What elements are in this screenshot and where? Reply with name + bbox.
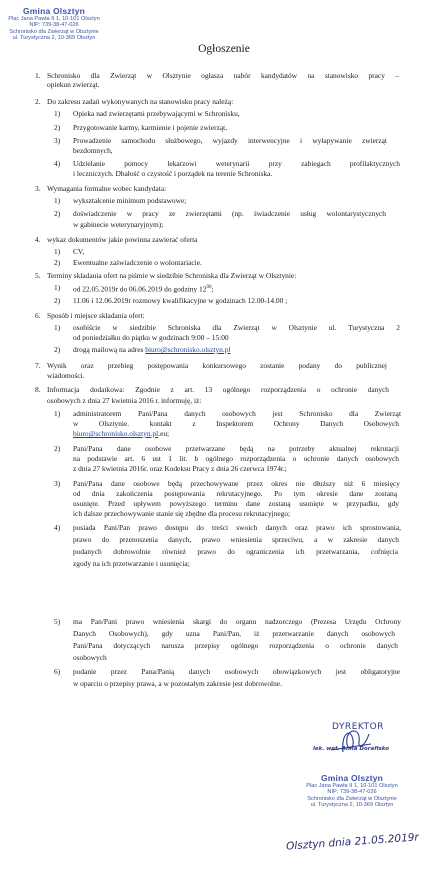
email-link[interactable]: biuro@schronisko.olsztyn.pl: [145, 345, 231, 354]
subitem-number: 1): [54, 196, 61, 205]
subitem-text: bezdomnych,: [73, 146, 113, 155]
item-text: Wynik oraz przebieg postępowania konkursowego zostanie podany do publicznej: [47, 361, 387, 370]
subitem-text: od poniedziałku do piątku w godzinach 9:00 – 15:00: [73, 333, 229, 342]
subitem-number: 4): [54, 523, 61, 532]
subitem-text: osobiście w siedzibie Schroniska dla Zwierząt w Olsztynie ul. Turystyczna 2: [73, 323, 400, 332]
subitem-text: Ewentualne zaświadczenie o wolontariacie.: [73, 258, 202, 267]
stamp-line: NIP: 739-38-47-026: [29, 22, 79, 29]
item-text: Wymagania formalne wobec kandydata:: [47, 184, 167, 193]
subitem-text: Danych Osobowych), gdy uzna Pani/Pan, iż przetwarzanie danych osobowych: [73, 629, 395, 638]
item-text: Informacja dodatkowa: Zgodnie z art. 13 ogólnego rozporządzenia o ochronie danych: [47, 385, 389, 394]
subitem-text: od dnia zakończenia postępowania rekrutacyjnego. Po tym okresie dane zostaną: [73, 489, 397, 498]
subitem-text: [73, 430, 169, 439]
subitem-text: w Olsztynie. kontakt z Inspektorem Ochrony Danych Osobowych: [73, 419, 399, 428]
item-number: 5.: [35, 271, 41, 280]
item-text: Schronisko dla Zwierząt w Olsztynie ogłasza nabór kandydatów na stanowisko pracy –: [47, 71, 399, 80]
stamp-top: [2, 7, 106, 41]
subitem-text: [73, 346, 230, 355]
item-text: wykaz dokumentów jakie powinna zawierać oferta: [47, 235, 198, 244]
subitem-text: [73, 284, 214, 294]
stamp-bottom: [298, 774, 406, 808]
subitem-number: 2): [54, 123, 61, 132]
subitem-text: Opieka nad zwierzętami przebywającymi w Schronisku,: [73, 109, 240, 118]
subitem-text: w gabinecie weterynaryjnym);: [73, 220, 164, 229]
item-text: Do zakresu zadań wykonywanych na stanowisku pracy należą:: [47, 97, 234, 106]
subitem-text: ma Pan/Pani prawo wniesienia skargi do organu nadzorczego (Prezesa Urzędu Ochrony: [73, 617, 401, 626]
subitem-text: Udzielanie pomocy lekarzowi weterynarii przy zabiegach profilaktycznych: [73, 159, 400, 168]
item-number: 8.: [35, 385, 41, 394]
subitem-text: Pani/Pana dane osobowe będą przechowywane przez okres nie dłuższy niż 6 miesięcy: [73, 479, 400, 488]
subitem-text: Przygotowanie karmy, karmienie i pojenie zwierząt,: [73, 123, 228, 132]
subitem-text: podanie przez Pana/Panią danych osobowych obowiązkowych jest obligatoryjne: [73, 667, 400, 676]
subitem-text: w oparciu o przepisy prawa, a w pozostałym zakresie jest dobrowolne.: [73, 679, 282, 688]
stamp-name: Gmina Olsztyn: [22, 6, 86, 16]
subitem-text: podanych dobrowolnie również prawo do ograniczenia ich przetwarzania, cofnięcia: [73, 547, 398, 556]
stamp-line: Plac Jana Pawła II 1, 10-101 Olsztyn: [8, 16, 100, 22]
email-tail: .eu;: [158, 429, 170, 438]
subitem-text: zgody na ich przetwarzanie i usunięcia;: [73, 559, 190, 568]
email-prefix: drogą mailową na adres: [73, 345, 146, 354]
subitem-number: 2): [54, 258, 61, 267]
stamp-line: Plac Jana Pawła II 1, 10-101 Olsztyn: [306, 783, 398, 789]
subitem-text: Pani/Pana dotyczących narusza przepisy ogólnego rozporządzenia o ochronie danych: [73, 641, 398, 650]
subitem-text: z dnia 27 kwietnia 2016r. oraz Kodeksu Pracy z dnia 26 czerwca 1974r.;: [73, 464, 287, 473]
subitem-text: Pani/Pana dane osobowe przetwarzane będą na potrzeby aktualnej rekrutacji: [73, 444, 399, 453]
subitem-text: na podstawie art. 6 ust 1 lit. b ogólnego rozporządzenia o ochronie danych osobowych: [73, 454, 399, 463]
subitem-number: 5): [54, 617, 61, 626]
subitem-number: 3): [54, 479, 61, 488]
subitem-text: CV,: [73, 247, 85, 256]
item-number: 2.: [35, 97, 41, 106]
item-text: Sposób i miejsce składania ofert:: [47, 311, 145, 320]
item-number: 6.: [35, 311, 41, 320]
item-number: 3.: [35, 184, 41, 193]
director-title: DYREKTOR: [332, 722, 384, 732]
subitem-number: 2): [54, 209, 61, 218]
subitem-number: 1): [54, 283, 61, 292]
stamp-line: Schronisko dla Zwierząt w Olsztynie: [307, 795, 397, 802]
subitem-number: 2): [54, 444, 61, 453]
subitem-number: 1): [54, 323, 61, 332]
deadline-text: od 22.05.2019r do 06.06.2019 do godziny 12: [73, 284, 207, 294]
subitem-text: 11.06 i 12.06.2019r rozmowy kwalifikacyjne w godzinach 12.00-14.00 ;: [73, 296, 288, 305]
item-number: 7.: [35, 361, 41, 370]
subitem-text: osobowych: [73, 653, 107, 662]
email-link[interactable]: biuro@schronisko.olsztyn.pl: [73, 429, 159, 438]
subitem-number: 2): [54, 296, 61, 305]
subitem-number: 3): [54, 136, 61, 145]
item-number: 4.: [35, 235, 41, 244]
subitem-number: 6): [54, 667, 61, 676]
stamp-line: Schronisko dla Zwierząt w Olsztynie: [9, 28, 99, 35]
deadline-tail: ;: [211, 284, 214, 294]
subitem-text: ich dalsze przechowywanie stanie się zbędne dla procesu rekrutacyjnego;: [73, 509, 291, 518]
item-text: opiekun zwierząt.: [47, 80, 100, 89]
subitem-text: wykształcenie minimum podstawowe;: [73, 196, 187, 205]
deadline-sup: 00: [206, 285, 212, 290]
subitem-text: Prowadzenie samochodu służbowego, wyjazdy interwencyjne i wyłapywanie zwierząt: [73, 136, 387, 145]
item-number: 1.: [35, 71, 41, 80]
subitem-text: administratorem Pani/Pana danych osobowych jest Schronisko dla Zwierząt: [73, 409, 401, 418]
handwritten-date: Olsztyn dnia 21.05.2019r: [285, 831, 420, 853]
subitem-number: 1): [54, 247, 61, 256]
subitem-text: prawo do przenoszenia danych, prawo wniesienia sprzeciwu, a w zakresie danych: [73, 535, 399, 544]
subitem-number: 1): [54, 409, 61, 418]
subitem-number: 1): [54, 109, 61, 118]
subitem-number: 2): [54, 345, 61, 354]
item-text: wiadomości.: [47, 371, 85, 380]
director-name: lek. wet. Anna Dorafisko: [313, 746, 390, 752]
stamp-line: ul. Turystyczna 2, 10-369 Olsztyn: [12, 34, 96, 41]
stamp-line: ul. Turystyczna 2, 10-369 Olsztyn: [310, 801, 394, 808]
subitem-text: doświadczenie w pracy ze zwierzętami (np. świadczenie usług wolontarystycznych: [73, 209, 386, 218]
subitem-text: usunięte. Przed upływem powyższego terminu dane zostaną usunięte w przypadku, gdy: [73, 499, 399, 508]
item-text: osobowych z dnia 27 kwietnia 2016 r. informuję, iż:: [47, 396, 202, 405]
page-title: Ogłoszenie: [198, 43, 250, 55]
stamp-line: NIP: 739-38-47-026: [327, 789, 377, 796]
subitem-text: i leczniczych. Dbałość o czystość i porządek na terenie Schroniska.: [73, 169, 273, 178]
stamp-name: Gmina Olsztyn: [320, 773, 384, 783]
signature-scribble: [325, 722, 375, 758]
item-text: Terminy składania ofert na piśmie w siedzibie Schroniska dla Zwierząt w Olsztynie:: [47, 271, 297, 280]
subitem-number: 4): [54, 159, 61, 168]
subitem-text: posiada Pani/Pan prawo dostępu do treści swoich danych oraz prawo ich sprostowania,: [73, 523, 401, 532]
